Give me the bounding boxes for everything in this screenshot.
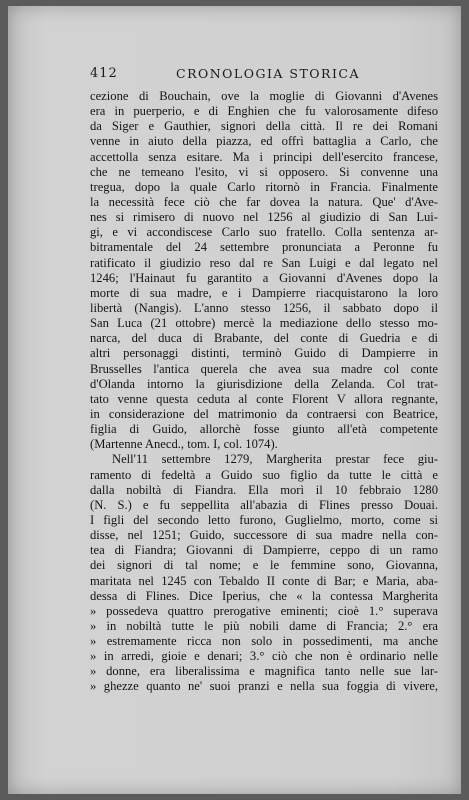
text-line: bitramentale del 24 settembre pronunciata a Peronne fu: [90, 240, 438, 255]
text-line: da Siger e Gauthier, signori della città. Il re dei Romani: [90, 119, 438, 134]
running-title: CRONOLOGIA STORICA: [176, 66, 360, 81]
text-line: ramento di fedeltà a Guido suo figlio da tutte le città e: [90, 467, 438, 482]
book-page: [8, 6, 461, 794]
text-line: Nell'11 settembre 1279, Margherita prestar fece giu-: [112, 452, 438, 467]
text-line: d'Olanda intorno la giurisdizione della Zelanda. Col trat-: [90, 376, 438, 391]
text-line: » estremamente ricca non solo in possedimenti, ma anche: [90, 634, 438, 649]
text-line: » in arredi, gioie e denari; 3.° ciò che non è ordinario nelle: [90, 649, 438, 664]
text-line: » ghezze quanto ne' suoi pranzi e nella sua foggia di vivere,: [90, 679, 438, 694]
text-line: disse, nel 1251; Guido, successore di sua madre nella con-: [90, 528, 438, 543]
text-line: » possedeva quattro prerogative eminenti; cioè 1.° superava: [90, 603, 438, 618]
text-line: dei signori di tal nome; e le femmine sono, Giovanna,: [90, 558, 438, 573]
text-line: maritata nel 1245 con Tebaldo II conte di Bar; e Maria, aba-: [90, 573, 438, 588]
text-line: tregua, dopo la quale Carlo ritornò in Francia. Finalmente: [90, 179, 438, 194]
text-line: tea di Fiandra; Giovanni di Dampierre, ceppo di un ramo: [90, 543, 438, 558]
text-line: ratificato il giudizio reso dal re San Luigi e dal legato nel: [90, 255, 438, 270]
text-line: morte di sua madre, e i Dampierre riacquistarono la loro: [90, 285, 438, 300]
text-line: (Martenne Anecd., tom. I, col. 1074).: [90, 437, 278, 452]
text-line: figlia di Guido, allorchè fosse giunto all'età competente: [90, 422, 438, 437]
text-line: in considerazione del matrimonio da contraersi con Beatrice,: [90, 406, 438, 421]
text-line: cezione di Bouchain, ove la moglie di Giovanni d'Avenes: [90, 89, 438, 103]
text-line: Brusselles l'antica querela che avea sua madre col conte: [90, 361, 438, 376]
text-line: » donne, era liberalissima e magnifica tanto nelle sue lar-: [90, 664, 438, 679]
text-line: San Luca (21 ottobre) mercè la mediazione dello stesso mo-: [90, 316, 438, 331]
page-header: [90, 66, 430, 86]
text-line: altri personaggi distinti, terminò Guido di Dampierre in: [90, 346, 438, 361]
text-line: venne in aiuto della piazza, ed offrì battaglia a Carlo, che: [90, 134, 438, 149]
text-line: la necessità fece ciò che far dovea la natura. Que' d'Ave-: [90, 194, 438, 209]
text-line: gi, e vi accondiscese Carlo suo fratello. Colla sentenza ar-: [90, 225, 438, 240]
text-line: » in nobiltà tutte le più nobili dame di Francia; 2.° era: [90, 618, 438, 633]
page-number: 412: [90, 66, 118, 81]
text-line: narca, del duca di Brabante, del conte di Guedria e di: [90, 331, 438, 346]
text-line: 1246; l'Hainaut fu garantito a Giovanni d'Avenes dopo la: [90, 270, 438, 285]
text-line: (N. S.) e fu seppellita all'abazia di Flines presso Douai.: [90, 497, 438, 512]
text-line: era in puerperio, e di Enghien che fu valorosamente difeso: [90, 104, 438, 119]
text-line: dessa di Flines. Dice Iperius, che « la contessa Margherita: [90, 588, 438, 603]
text-line: tato venne questa ceduta al conte Florent V allora regnante,: [90, 391, 438, 406]
text-line: dalla nobiltà di Fiandra. Ella morì il 10 febbraio 1280: [90, 482, 438, 497]
body-text: [90, 89, 438, 695]
text-line: che ne temeano l'esito, vi si opposero. Si convenne una: [90, 164, 438, 179]
text-line: libertà (Nangis). L'anno stesso 1256, il sabbato dopo il: [90, 300, 438, 315]
text-line: I figli del secondo letto furono, Guglielmo, morto, come si: [90, 512, 438, 527]
text-line: nes si rimisero di nuovo nel 1256 al giudizio di San Lui-: [90, 210, 438, 225]
text-line: accettolla senza esitare. Ma i principi dell'esercito francese,: [90, 149, 438, 164]
